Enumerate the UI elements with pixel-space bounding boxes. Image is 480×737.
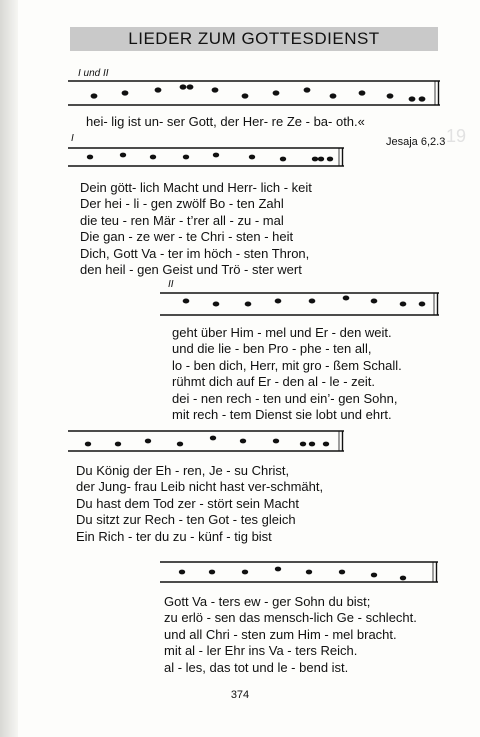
lyrics-stanza-3 (76, 463, 323, 545)
lyrics-line: mit rech - tem Dienst sie lobt und ehrt. (172, 407, 392, 423)
staff-3 (160, 290, 439, 318)
lyrics-line: Du König der Eh - ren, Je - su Christ, (76, 463, 290, 478)
lyrics-line: Du hast dem Tod zer - stört sein Macht (76, 495, 300, 511)
voice-label: I (71, 133, 74, 144)
lyrics-line: lo - ben dich, Herr, mit gro - ßem Schall. (172, 357, 402, 373)
lyrics-line: Gott Va - ters ew - ger Sohn du bist; (164, 594, 371, 609)
staff-2 (68, 146, 344, 168)
lyrics-line: Ein Rich - ter du zu - künf - tig bist (76, 528, 272, 544)
lyrics-line: hei- lig ist un- ser Gott, der Her- re Ze - ba- oth.« (86, 114, 365, 129)
lyrics-line: die teu - ren Mär - t’rer all - zu - mal (80, 212, 284, 228)
bleed-through-mark: 19 (446, 126, 467, 146)
lyrics-line: rühmt dich auf Er - den al - le - zeit. (172, 374, 376, 390)
lyrics-line: Der hei - li - gen zwölf Bo - ten Zahl (80, 196, 284, 212)
lyrics-line: der Jung- frau Leib nicht hast ver-schmäht, (76, 479, 324, 495)
bible-reference: Jesaja 6,2.3 (386, 136, 446, 148)
lyrics-line: dei - nen rech - ten und ein’- gen Sohn, (172, 390, 398, 406)
lyrics-line: geht über Him - mel und Er - den weit. (172, 325, 392, 340)
lyrics-line: Du sitzt zur Rech - ten Got - tes gleich (76, 512, 296, 528)
voice-label: I und II (78, 68, 109, 79)
lyrics-line: al - les, das tot und le - bend ist. (164, 659, 349, 675)
lyrics-stanza-2 (172, 325, 402, 423)
page-title: LIEDER ZUM GOTTESDIENST (128, 29, 380, 48)
lyrics-line: Dich, Gott Va - ter im höch - sten Thron, (80, 245, 310, 261)
lyrics-line: Dein gött- lich Macht und Herr- lich - keit (80, 180, 312, 195)
lyrics-line: den heil - gen Geist und Trö - ster wert (80, 262, 302, 278)
lyrics-line: zu erlö - sen das mensch-lich Ge - schlecht. (164, 610, 417, 626)
lyrics-line: mit al - ler Ehr ins Va - ters Reich. (164, 643, 358, 659)
staff-4 (68, 428, 344, 454)
lyrics-stanza-4 (164, 594, 417, 676)
lyrics-line: und all Chri - sten zum Him - mel bracht. (164, 626, 397, 642)
page-edge (0, 0, 18, 737)
page-number: 374 (230, 689, 250, 701)
lyrics-stanza-1 (80, 180, 312, 278)
voice-label: II (168, 279, 174, 290)
lyrics-line: und die lie - ben Pro - phe - ten all, (172, 341, 372, 357)
lyrics-line: Die gan - ze wer - te Chri - sten - heit (80, 229, 294, 245)
staff-1 (68, 78, 440, 108)
staff-5 (160, 559, 438, 585)
